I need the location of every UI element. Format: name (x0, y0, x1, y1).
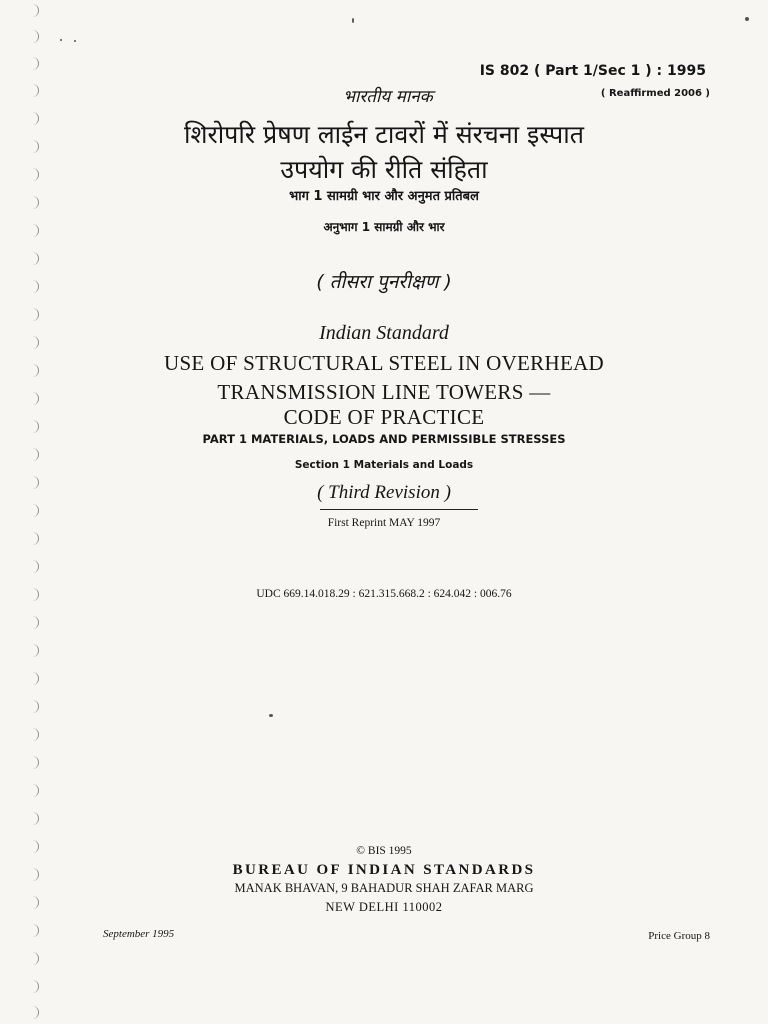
reprint-note: First Reprint MAY 1997 (327, 517, 441, 529)
binding-hole (32, 756, 39, 769)
scan-speck (60, 39, 62, 41)
section-heading: Section 1 Materials and Loads (294, 459, 474, 471)
scan-speck (269, 714, 273, 717)
binding-hole (32, 980, 39, 993)
hindi-revision: ( तीसरा पुनरीक्षण ) (316, 271, 452, 293)
binding-hole (32, 30, 39, 43)
binding-hole (32, 532, 39, 545)
english-title-line3: CODE OF PRACTICE (283, 405, 485, 429)
binding-hole (32, 812, 39, 825)
binding-hole (32, 308, 39, 321)
english-title-line2: TRANSMISSION LINE TOWERS — (217, 380, 551, 404)
binding-hole (32, 952, 39, 965)
binding-hole (32, 1006, 39, 1019)
scan-speck (352, 18, 354, 23)
binding-hole (32, 644, 39, 657)
part-heading: PART 1 MATERIALS, LOADS AND PERMISSIBLE STRESSES (202, 432, 566, 446)
english-title-line1: USE OF STRUCTURAL STEEL IN OVERHEAD (163, 351, 605, 375)
binding-hole (32, 672, 39, 685)
publication-date: September 1995 (103, 928, 175, 940)
udc-classification: UDC 669.14.018.29 : 621.315.668.2 : 624.042 : 006.76 (256, 588, 512, 600)
publisher-name: BUREAU OF INDIAN STANDARDS (232, 862, 536, 878)
hindi-title-line2: उपयोग की रीति संहिता (280, 155, 488, 184)
reaffirmed-note: ( Reaffirmed 2006 ) (600, 88, 710, 99)
standard-number: IS 802 ( Part 1/Sec 1 ) : 1995 (479, 63, 706, 79)
binding-hole (32, 616, 39, 629)
copyright-line: © BIS 1995 (356, 845, 412, 857)
scan-speck (74, 40, 76, 42)
hindi-part-heading: भाग 1 सामग्री भार और अनुमत प्रतिबल (289, 189, 479, 204)
binding-hole (32, 784, 39, 797)
hindi-standard-label: भारतीय मानक (343, 87, 433, 107)
hindi-title-line1: शिरोपरि प्रेषण लाईन टावरों में संरचना इस्पात (184, 120, 584, 149)
binding-hole (32, 252, 39, 265)
publisher-city: NEW DELHI 110002 (325, 900, 443, 914)
binding-hole (32, 57, 39, 70)
publisher-address: MANAK BHAVAN, 9 BAHADUR SHAH ZAFAR MARG (234, 881, 534, 895)
binding-hole (32, 728, 39, 741)
revision-label: ( Third Revision ) (317, 482, 451, 503)
hindi-section-heading: अनुभाग 1 सामग्री और भार (323, 220, 445, 234)
revision-divider (320, 509, 478, 510)
binding-hole (32, 700, 39, 713)
binding-hole (32, 560, 39, 573)
binding-hole (32, 504, 39, 517)
binding-hole (32, 4, 39, 17)
english-standard-label: Indian Standard (319, 322, 449, 344)
price-group: Price Group 8 (648, 930, 710, 942)
scan-speck (745, 17, 749, 21)
binding-hole (32, 924, 39, 937)
binding-hole (32, 84, 39, 97)
